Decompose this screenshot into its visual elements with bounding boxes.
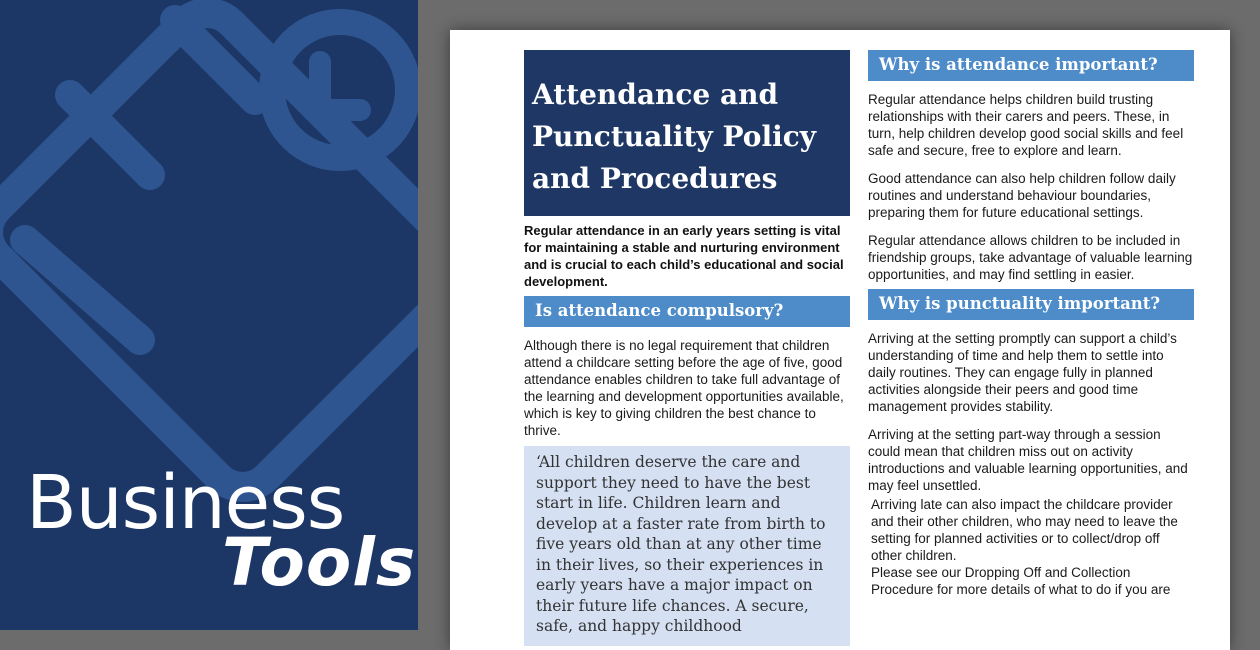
punctuality-paragraph-4: Please see our Dropping Off and Collection Procedure for more details of what to do if you are	[871, 565, 1171, 597]
brand-panel	[0, 0, 418, 630]
heading-attendance-compulsory: Is attendance compulsory?	[524, 296, 850, 327]
intro-paragraph: Regular attendance in an early years setting is vital for maintaining a stable and nurturing environment and is crucial to each child’s educational and social development.	[524, 223, 844, 289]
quote-box: ‘All children deserve the care and support they need to have the best start in life. Children learn and develop at a faster rate from birth to five years old than at any other time in their lives, so their experiences in early years have a major impact on their future life chances. A secure, safe, and happy childhood	[524, 446, 850, 646]
brand-wordmark-business: Business	[26, 460, 345, 546]
heading-punctuality-important: Why is punctuality important?	[868, 289, 1194, 320]
punctuality-paragraph-2: Arriving at the setting part-way through a session could mean that children miss out on activity introductions and valuable learning opportunities, and may feel unsettled.	[868, 427, 1188, 493]
attendance-paragraph-3: Regular attendance allows children to be included in friendship groups, take advantage of valuable learning opportunities, and may find settling in easier.	[868, 233, 1193, 282]
brand-wordmark-tools: Tools	[222, 524, 417, 601]
document-page	[450, 30, 1230, 650]
right-column	[868, 50, 1194, 598]
document-title: Attendance and Punctuality Policy and Procedures	[524, 50, 850, 216]
attendance-paragraph-1: Regular attendance helps children build trusting relationships with their carers and peers. These, in turn, help children develop good social skills and feel safe and secure, free to explore and learn.	[868, 92, 1184, 158]
attendance-paragraph-2: Good attendance can also help children follow daily routines and understand behaviour boundaries, preparing them for future educational settings.	[868, 171, 1176, 220]
compulsory-paragraph: Although there is no legal requirement that children attend a childcare setting before the age of five, good attendance enables children to take full advantage of the learning and development opportunities available, which is key to giving children the best chance to thrive.	[524, 338, 844, 438]
punctuality-paragraph-3: Arriving late can also impact the childcare provider and their other children, who may need to leave the setting for planned activities or to collect/drop off other children.	[871, 497, 1178, 563]
heading-attendance-important: Why is attendance important?	[868, 50, 1194, 81]
left-column	[524, 50, 850, 646]
punctuality-paragraph-1: Arriving at the setting promptly can support a child’s understanding of time and help them to settle into daily routines. They can engage fully in planned activities alongside their peers and good time management provides stability.	[868, 331, 1177, 414]
